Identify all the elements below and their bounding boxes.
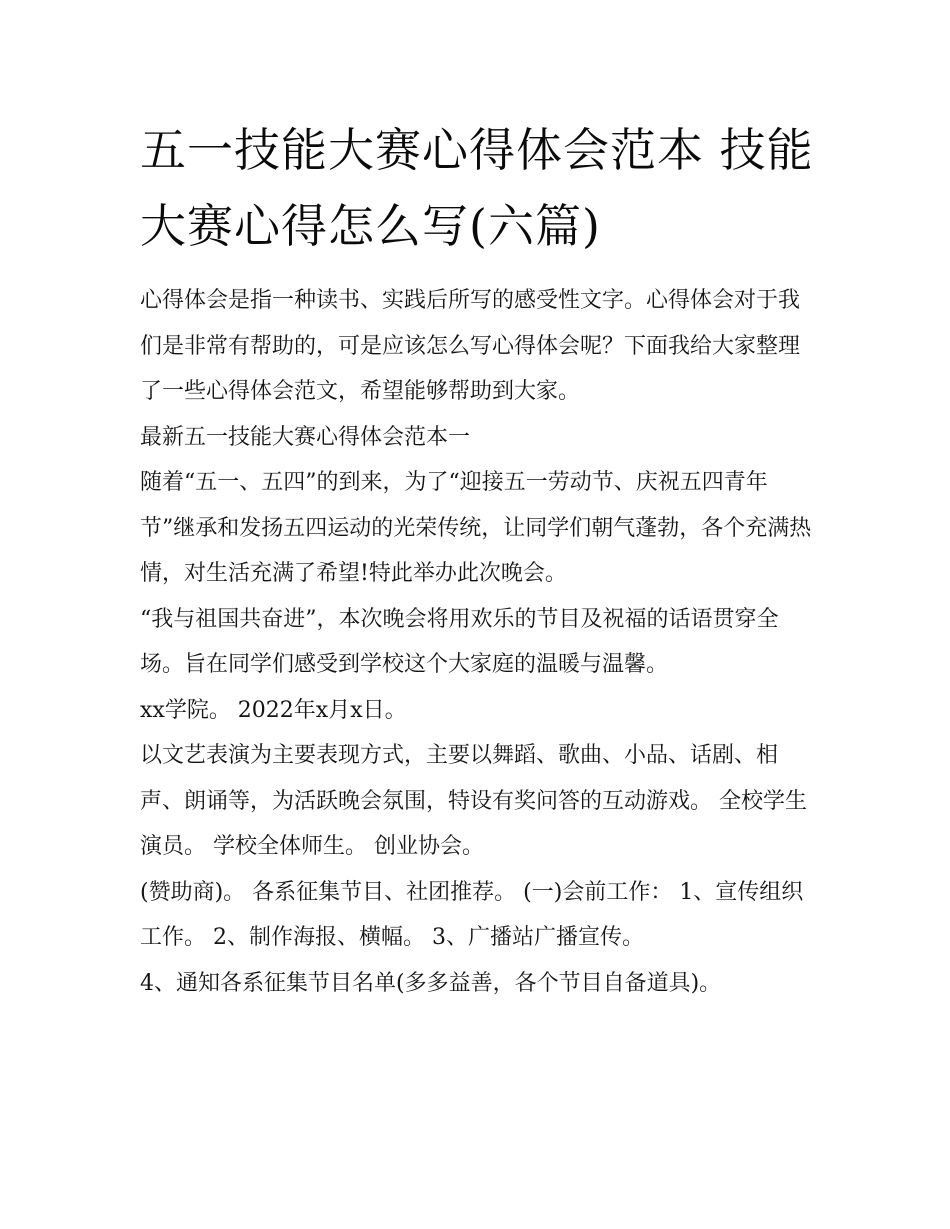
intro-paragraph: 心得体会是指一种读书、实践后所写的感受性文字。心得体会对于我们是非常有帮助的，可是应该怎么写心得体会呢？下面我给大家整理了一些心得体会范文，希望能够帮助到大家。 [140,288,801,404]
document-body [140,278,820,1006]
document-title: 五一技能大赛心得体会范本 技能大赛心得怎么写(六篇) [140,123,814,253]
body-paragraph: 随着“五一、五四”的到来，为了“迎接五一劳动节、庆祝五四青年节”继承和发扬五四运动的光荣传统，让同学们朝气蓬勃，各个充满热情，对生活充满了希望!特此举办此次晚会。 [140,470,812,586]
body-paragraph: (赞助商)。 各系征集节目、社团推荐。 (一)会前工作： 1、宣传组织工作。 2、制作海报、横幅。 3、广播站广播宣传。 [140,879,804,950]
body-paragraph: 4、通知各系征集节目名单(多多益善，各个节目自备道具)。 [140,970,722,996]
section-heading: 最新五一技能大赛心得体会范本一 [140,424,471,450]
body-paragraph: “我与祖国共奋进”，本次晚会将用欢乐的节目及祝福的话语贯穿全场。旨在同学们感受到学校这个大家庭的温暖与温馨。 [140,606,779,677]
body-paragraph: xx学院。 2022年x月x日。 [140,697,407,723]
body-paragraph: 以文艺表演为主要表现方式，主要以舞蹈、歌曲、小品、话剧、相声、朗诵等，为活跃晚会氛围，特设有奖问答的互动游戏。 全校学生演员。 学校全体师生。 创业协会。 [140,743,807,859]
